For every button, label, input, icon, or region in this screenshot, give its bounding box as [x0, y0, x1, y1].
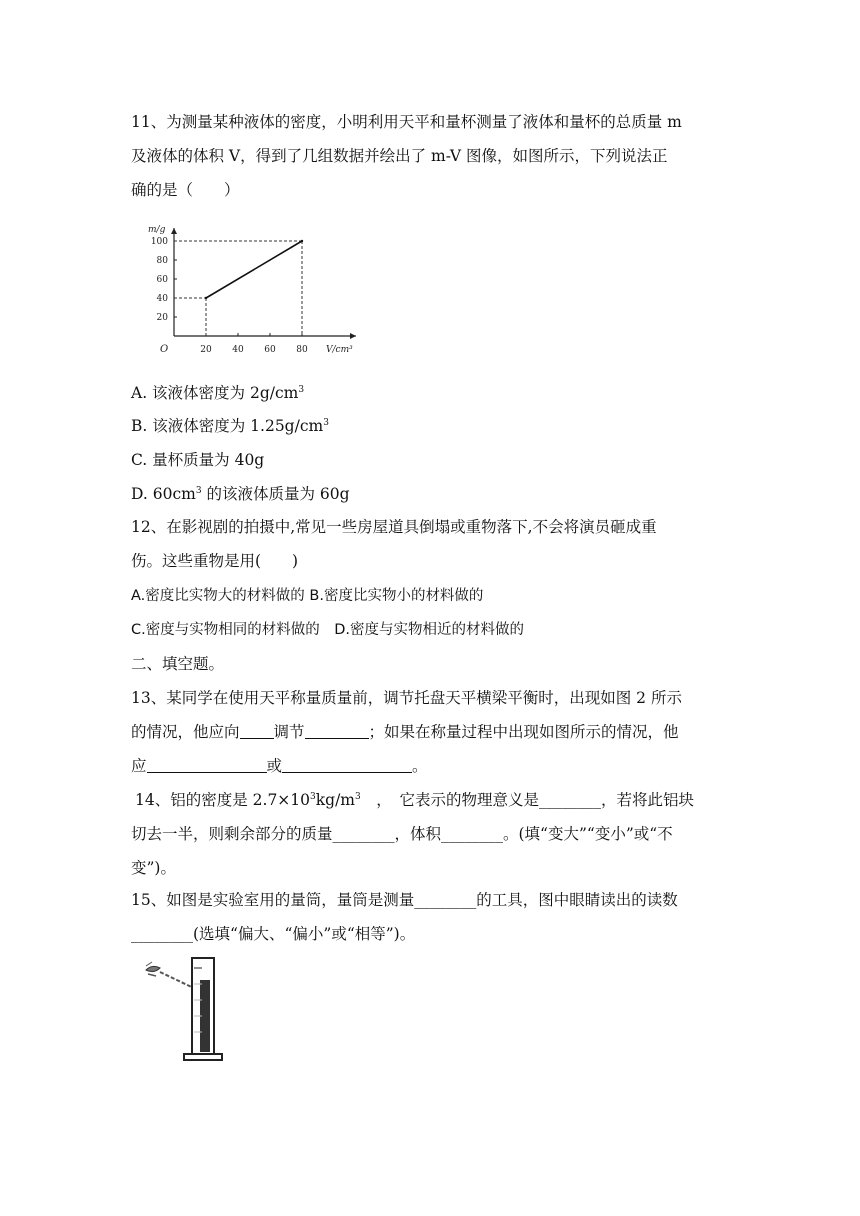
graduated-cylinder-svg — [140, 954, 240, 1064]
y-tick-label: 40 — [156, 294, 168, 304]
x-tick-label: 40 — [232, 345, 244, 355]
q11-option-c[interactable]: C. 量杯质量为 40g — [131, 451, 265, 469]
m-v-graph-svg — [138, 220, 368, 360]
q12-line-2: 伤。这些重物是用( ) — [131, 552, 299, 570]
x-axis-arrow — [350, 333, 356, 339]
y-tick-label: 80 — [156, 256, 168, 266]
q12-options-cd[interactable]: C.密度与实物相同的材料做的 D.密度与实物相近的材料做的 — [131, 622, 525, 638]
y-axis-label: m/g — [148, 225, 166, 235]
m-v-graph — [138, 220, 368, 360]
q11-line-3: 确的是（ ） — [131, 181, 240, 199]
q11-option-a[interactable]: A. 该液体密度为 $2g/cm^3$ — [131, 384, 305, 402]
answer-blank[interactable] — [240, 724, 274, 739]
q12-options-ab[interactable]: A.密度比实物大的材料做的 B.密度比实物小的材料做的 — [131, 588, 484, 604]
q11-option-b[interactable]: B. 该液体密度为 $1.25g/cm^3$ — [131, 417, 329, 435]
answer-blank[interactable] — [282, 758, 412, 773]
data-line — [206, 241, 302, 298]
y-axis-arrow — [171, 228, 177, 234]
x-tick-label: 80 — [296, 345, 308, 355]
y-tick-label: 20 — [156, 313, 168, 323]
data-point — [301, 240, 303, 242]
y-tick-label: 60 — [156, 275, 168, 285]
q15-line-2: ________(选填“偏大、“偏小”或“相等”)。 — [131, 925, 416, 943]
q13-line-2: 的情况，他应向 调节 ；如果在称量过程中出现如图所示的情况，他 — [131, 723, 679, 741]
q13-line-3: 应 或 。 — [131, 757, 428, 775]
q11-line-1: 11、为测量某种液体的密度，小明利用天平和量杯测量了液体和量杯的总质量 m — [131, 113, 682, 131]
q14-line-3: 变”)。 — [131, 859, 176, 877]
section-heading: 二、填空题。 — [131, 655, 225, 673]
q13-line-1: 13、某同学在使用天平称量质量前，调节托盘天平横梁平衡时，出现如图 2 所示 — [131, 689, 682, 707]
x-axis-label: V/cm³ — [326, 345, 353, 355]
x-tick-label: 60 — [264, 345, 276, 355]
q11-line-2: 及液体的体积 V，得到了几组数据并绘出了 m-V 图像，如图所示，下列说法正 — [131, 147, 668, 165]
answer-blank[interactable] — [305, 724, 369, 739]
eye-icon — [146, 962, 160, 976]
q12-line-1: 12、在影视剧的拍摄中,常见一些房屋道具倒塌或重物落下,不会将演员砸成重 — [131, 518, 657, 536]
q14-line-2: 切去一半，则剩余部分的质量________，体积________。(填“变大”“变小”或“不 — [131, 825, 673, 843]
q14-line-1: 14、铝的密度是 $2.7\times 10^3kg/m^3$ ， 它表示的物理意义是________，若将此铝块 — [135, 791, 694, 809]
data-point — [205, 297, 207, 299]
q11-option-d[interactable]: D. $60cm^3$ 的该液体质量为 60g — [131, 485, 350, 503]
y-tick-label: 100 — [150, 237, 168, 247]
q15-line-1: 15、如图是实验室用的量筒，量筒是测量________的工具，图中眼睛读出的读数 — [131, 891, 678, 909]
cylinder-body — [184, 958, 222, 1060]
answer-blank[interactable] — [147, 758, 267, 773]
origin-label: O — [160, 344, 169, 355]
x-tick-label: 20 — [200, 345, 212, 355]
graduated-cylinder-figure — [140, 954, 240, 1064]
